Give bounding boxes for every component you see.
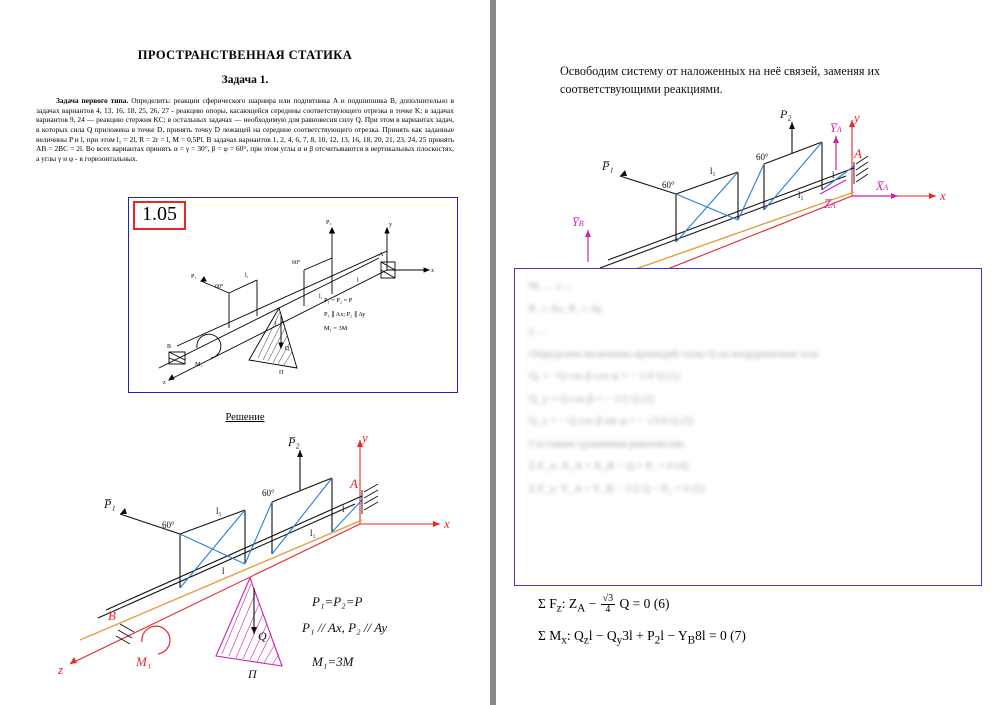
label-plane: П bbox=[248, 667, 257, 681]
eq7-pre: Σ M bbox=[538, 628, 562, 643]
svg-text:P₁: P₁ bbox=[191, 274, 197, 280]
eq6-minus: − bbox=[585, 595, 600, 611]
blur-line-8: Σ F_x: X_A + X_B − Q + P₁ = 0 (4) bbox=[529, 460, 689, 473]
solution-heading: Решение bbox=[225, 412, 265, 423]
svg-text:l₁: l₁ bbox=[710, 166, 716, 176]
svg-text:l₁: l₁ bbox=[798, 190, 804, 200]
page-title: ПРОСТРАНСТВЕННАЯ СТАТИКА bbox=[137, 48, 353, 62]
eq7-body: : Q bbox=[566, 628, 584, 643]
blurred-content bbox=[515, 269, 981, 506]
eq6-subA: A bbox=[577, 602, 586, 615]
task-subtitle: Задача 1. bbox=[221, 74, 269, 86]
equation-6 bbox=[538, 594, 669, 616]
svg-text:l₁: l₁ bbox=[245, 273, 249, 279]
svg-text:Y̅A: Y̅A bbox=[830, 121, 842, 135]
label-q: Q bbox=[258, 629, 267, 643]
figure-2-drawing bbox=[10, 428, 480, 690]
fig1-note-0: P₁ = P₂ = P bbox=[324, 297, 353, 304]
task-body: Определить: реакции сферического шарнира или подпятника A и подшипника B, дополнительно в задачах вариантов 4, 13, 16, 18, 25, 26, 27 - реакцию опоры, касающейся середины соответствующего отрезка в точке K; в задачах вариантов 9, 24 — реакцию стержня KC; в остальных задачах — необходимую для равновесия силу Q. При этом в вариантах задач, в которых сила Q приложена в точке D, принять точку D лежащей на середине соответствующего отрезка. Принять как заданные величины P и l, при этом l₁ = 2l, R = 2r = l, M = 0,5Pl. В задачах вариантов 1, 2, 4, 6, 7, 8, 10, 12, 13, 16, 18, 20, 21, 23, 24, 25 принять AB = 2BC = 2l. Во всех вариантах принять α = γ = 30°, β = φ = 60°, при этом углы α и β отсчитываются в вертикальных плоскостях, а углы γ и φ - в горизонтальных. bbox=[36, 96, 454, 163]
svg-text:l₁: l₁ bbox=[319, 294, 323, 300]
svg-text:P̅₂: P̅₂ bbox=[780, 110, 792, 121]
svg-text:l: l bbox=[275, 322, 277, 328]
svg-text:l₁: l₁ bbox=[216, 506, 222, 516]
blur-line-0: M₁ ... z ... bbox=[529, 280, 573, 292]
blur-line-1: P₁ // Ax, P₂ // Ay bbox=[529, 302, 603, 315]
task-description bbox=[36, 96, 454, 163]
svg-text:l: l bbox=[357, 278, 359, 284]
svg-text:M₁: M₁ bbox=[136, 654, 152, 669]
svg-text:Y̅B: Y̅B bbox=[572, 215, 584, 229]
eq7-t2: 3l + P bbox=[622, 628, 655, 643]
eq7-t3: l − Y bbox=[660, 628, 688, 643]
eq7-suby: y bbox=[616, 634, 623, 647]
svg-text:Q: Q bbox=[285, 346, 290, 352]
eq7-subz: z bbox=[583, 634, 589, 647]
svg-text:60°: 60° bbox=[756, 152, 769, 162]
eq7-sub2: 2 bbox=[654, 634, 661, 647]
svg-text:y: y bbox=[854, 110, 860, 125]
figure-1-frame bbox=[128, 197, 458, 393]
eq7-t4: 8l = 0 (7) bbox=[695, 628, 746, 643]
svg-text:60°: 60° bbox=[262, 488, 275, 498]
svg-text:x: x bbox=[444, 516, 450, 531]
eq6-num: √3 bbox=[602, 593, 614, 604]
eq6-den: 4 bbox=[605, 604, 611, 616]
blur-line-7: Составим уравнения равновесия: bbox=[529, 437, 686, 450]
svg-text:y: y bbox=[389, 222, 392, 228]
hand-note-0: P₁=P₂=P bbox=[312, 594, 363, 609]
svg-text:60°: 60° bbox=[162, 520, 175, 530]
eq6-pre: Σ F bbox=[538, 595, 557, 611]
svg-text:M₁: M₁ bbox=[195, 362, 203, 368]
svg-text:l: l bbox=[342, 504, 345, 514]
eq6-sub: z bbox=[556, 602, 562, 615]
right-heading: Освободим систему от наложенных на неё связей, заменяя их соответствующими реакциями. bbox=[560, 64, 881, 97]
blur-line-2: y ... bbox=[529, 325, 546, 338]
hand-note-1: P₁ // Ax, P₂ // Ay bbox=[302, 620, 388, 635]
svg-text:x: x bbox=[940, 188, 946, 203]
blur-line-6: Q_z = − Q cos β sin φ = − √3/4 Q (3) bbox=[529, 415, 694, 428]
svg-text:A: A bbox=[854, 146, 862, 161]
svg-text:B: B bbox=[108, 608, 116, 623]
label-p2: P̅₂ bbox=[288, 435, 300, 449]
eq6-fraction bbox=[601, 594, 615, 616]
svg-text:60°: 60° bbox=[292, 260, 301, 266]
svg-text:П: П bbox=[279, 370, 284, 376]
svg-text:l₁: l₁ bbox=[310, 528, 316, 538]
eq6-mid: : Z bbox=[561, 595, 578, 611]
task-lead: Задача первого типа. bbox=[56, 96, 129, 105]
eq7-sub: x bbox=[561, 634, 567, 647]
page-left bbox=[0, 0, 490, 705]
blur-line-5: Q_y = Q cos β = − 1/2 Q (2) bbox=[529, 392, 655, 405]
eq7-t1: l − Q bbox=[588, 628, 617, 643]
eq7-subB: B bbox=[687, 634, 696, 647]
svg-text:z: z bbox=[163, 380, 166, 386]
fig1-note-1: P₁ ∥ Ax; P₂ ∥ Ay bbox=[324, 311, 366, 318]
svg-text:X̅A: X̅A bbox=[876, 179, 889, 193]
blur-line-9: Σ F_y: Y_A + Y_B − 1/2 Q − P₂ = 0 (5) bbox=[529, 482, 705, 495]
blurred-region bbox=[514, 268, 982, 586]
svg-text:60°: 60° bbox=[215, 284, 224, 290]
svg-text:z: z bbox=[58, 662, 64, 677]
svg-text:P₂: P₂ bbox=[326, 220, 332, 226]
equation-7 bbox=[538, 628, 746, 647]
blur-line-4: Qₓ = −Q cos β cos φ = − 1/4 Q (1) bbox=[529, 370, 680, 383]
svg-text:60°: 60° bbox=[662, 180, 675, 190]
eq6-tail: Q = 0 (6) bbox=[616, 595, 670, 611]
svg-text:x: x bbox=[431, 268, 434, 274]
fig1-note-2: M₁ = 3M bbox=[324, 325, 348, 332]
hand-note-2: M₁=3M bbox=[312, 654, 354, 669]
blur-line-3: Определим величины проекций силы Q на координатные оси: bbox=[529, 347, 821, 360]
svg-text:l: l bbox=[222, 566, 225, 576]
svg-text:y: y bbox=[362, 430, 368, 445]
variant-badge: 1.05 bbox=[133, 201, 186, 230]
svg-text:A: A bbox=[350, 476, 358, 491]
svg-text:A: A bbox=[379, 252, 384, 258]
svg-text:P̅₁: P̅₁ bbox=[602, 159, 614, 173]
label-p1: P̅₁ bbox=[104, 497, 116, 511]
svg-text:l: l bbox=[832, 170, 835, 180]
svg-text:Z̅A: Z̅A bbox=[824, 197, 836, 211]
svg-text:B: B bbox=[167, 344, 172, 350]
page-right bbox=[496, 0, 1000, 705]
